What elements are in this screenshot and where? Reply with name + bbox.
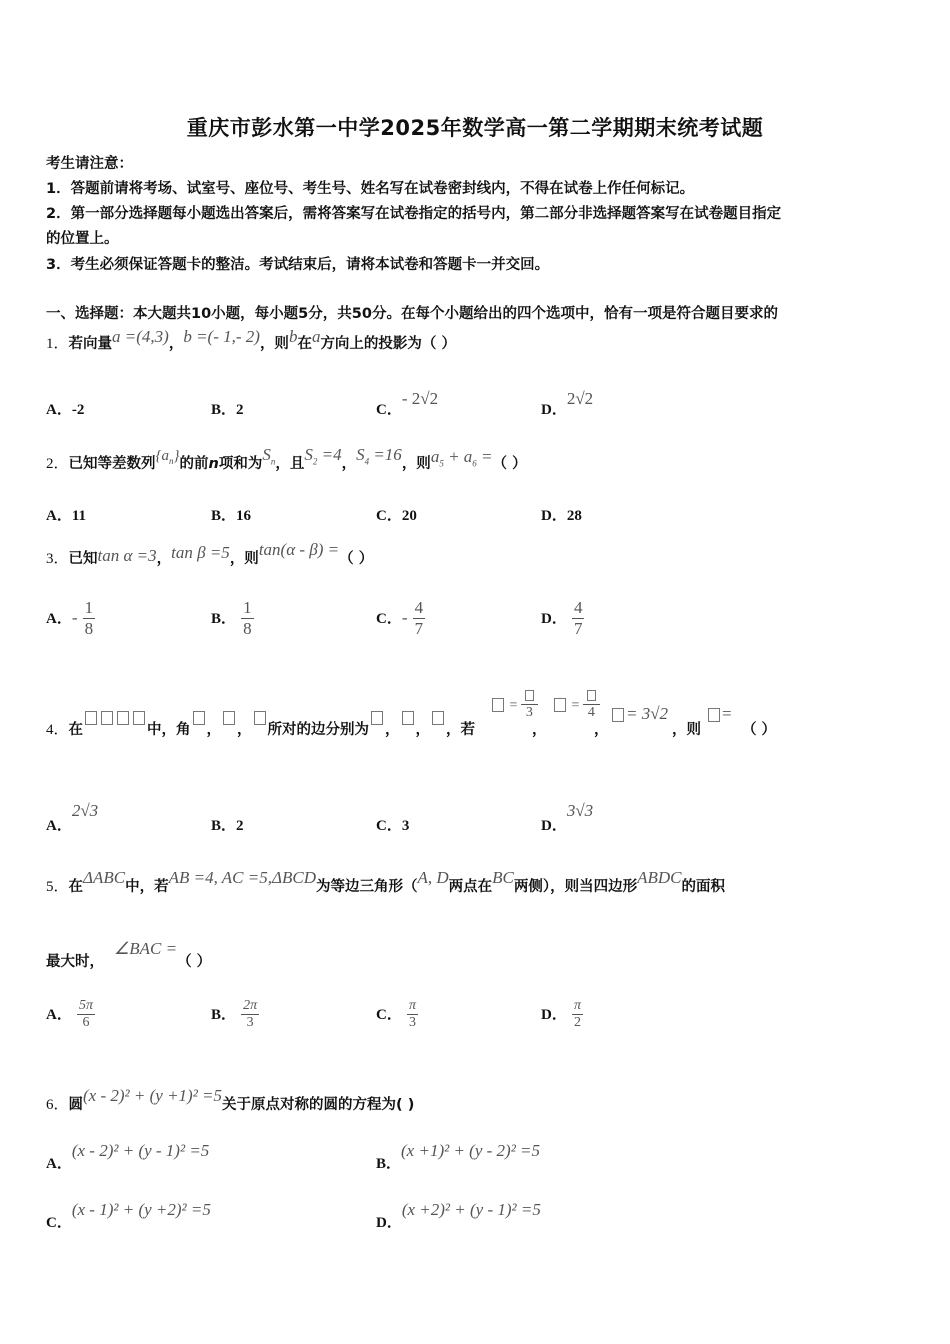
q6-option-c[interactable]: [46, 1199, 211, 1231]
q2-text: 已知等差数列: [68, 456, 156, 472]
q1-text: 若向量: [68, 336, 113, 352]
q4-text: 所对的边分别为: [267, 722, 370, 738]
page-title: 重庆市彭水第一中学2025年数学高一第二学期期末统考试题: [186, 116, 764, 140]
q4-option-c[interactable]: C．3: [376, 818, 410, 834]
q5-option-c-label: C．: [376, 1007, 402, 1023]
q3-option-a[interactable]: [46, 598, 95, 639]
q4-text: ，若: [446, 722, 476, 738]
q4-placeholder: [371, 711, 383, 725]
question-5: [46, 868, 726, 896]
q6-option-d-value: (x +2)² + (y - 1)² =5: [401, 1200, 541, 1219]
q1-symbol-a: a: [311, 327, 321, 346]
q5-text: 的面积: [681, 879, 726, 895]
q1-text: ，则: [259, 336, 289, 352]
q1-option-d-label: D．: [541, 402, 567, 418]
q2-sum: $S_n$: [262, 445, 276, 467]
q6-option-c-value: (x - 1)² + (y +2)² =5: [71, 1200, 211, 1219]
q4-option-d-value: 3√3: [566, 801, 594, 820]
q5-text: 两点在: [448, 879, 493, 895]
notice-line-1: 1．答题前请将考场、试室号、座位号、考生号、姓名写在试卷密封线内，不得在试卷上作任何标记。: [46, 181, 695, 197]
q2-text: ，且: [275, 456, 305, 472]
q1-option-b[interactable]: B．2: [211, 402, 244, 418]
q2-number: 2．: [46, 456, 69, 472]
question-2: [46, 445, 527, 474]
notice-line-2b: 的位置上。: [46, 231, 119, 247]
q5-sides: AB =4, AC =5,: [168, 868, 272, 887]
q4-text: ，则: [672, 722, 701, 738]
q3-option-a-sign: -: [71, 608, 78, 627]
q5-text: 两侧），则当四边形: [513, 879, 638, 895]
q2-n: n: [208, 456, 219, 472]
q6-text: 关于原点对称的圆的方程为( ): [222, 1097, 415, 1113]
q1-option-a[interactable]: A．-2: [46, 402, 85, 418]
q3-option-c-fraction: $\frac{4}{7}$: [414, 598, 424, 638]
q4-number: 4．: [46, 722, 69, 738]
section-heading: 一、选择题：本大题共10小题，每小题5分，共50分。在每个小题给出的四个选项中，恰有一项是符合题目要求的: [46, 306, 778, 322]
question-4: [46, 718, 475, 739]
notice-heading: 考生请注意：: [46, 156, 133, 172]
q4-angle-a: = 3: [490, 688, 538, 721]
q5-triangle-bcd: ΔBCD: [272, 868, 316, 887]
q6-option-d[interactable]: [376, 1199, 541, 1231]
q5-quadrilateral: ABDC: [637, 868, 682, 887]
q3-number: 3．: [46, 551, 69, 567]
q2-text: ，则: [401, 456, 431, 472]
q5-points: A, D: [417, 868, 449, 887]
q4-placeholder: [223, 711, 235, 725]
q4-placeholder: [193, 711, 205, 725]
question-1: [46, 327, 456, 353]
q5-triangle-abc: ΔABC: [83, 868, 126, 887]
q3-text: 已知: [68, 551, 98, 567]
q5-option-b[interactable]: [211, 998, 259, 1031]
q2-a5-a6: $a_5 + a_6$ =: [430, 447, 493, 469]
q3-text: （ ）: [339, 551, 374, 567]
q2-text: 项和为: [218, 456, 263, 472]
q3-text: ，则: [229, 551, 259, 567]
q5-option-d-label: D．: [541, 1007, 567, 1023]
q1-vector-b: b =(- 1,- 2): [183, 327, 260, 346]
q2-text: ，: [341, 456, 357, 472]
q4-text: ，: [206, 722, 222, 738]
q3-option-a-fraction: $\frac{1}{8}$: [84, 598, 94, 638]
q2-option-a[interactable]: A．11: [46, 508, 87, 524]
q6-option-b-value: (x +1)² + (y - 2)² =5: [401, 1141, 541, 1160]
q6-option-a[interactable]: [46, 1140, 210, 1172]
q4-angle-b: = 4: [552, 688, 600, 721]
q3-option-d[interactable]: [541, 598, 584, 639]
q6-number: 6．: [46, 1097, 69, 1113]
q5-number: 5．: [46, 879, 69, 895]
q5-segment-bc: BC: [492, 868, 514, 887]
q4-text: （ ）: [742, 722, 777, 738]
q2-s4: $S_4 =16$: [356, 445, 402, 467]
q2-sequence: $\{a_n\}$: [155, 448, 180, 466]
q5-option-d[interactable]: [541, 998, 583, 1031]
q4-placeholder: [254, 711, 266, 725]
q2-option-c[interactable]: C．20: [376, 508, 417, 524]
q1-text: 在: [297, 336, 312, 352]
q3-option-b-label: B．: [211, 611, 237, 627]
q4-text: ，: [237, 722, 252, 738]
q3-option-c-sign: -: [401, 608, 408, 627]
q4-option-a[interactable]: [46, 800, 99, 834]
q3-tan-alpha: tan α =3: [97, 546, 157, 565]
q5-text: 中，若: [125, 879, 169, 895]
q1-vector-a: a =(4,3): [112, 327, 169, 346]
q5-text: 最大时，: [46, 954, 104, 970]
q1-number: 1．: [46, 336, 69, 352]
q3-option-c[interactable]: [376, 598, 425, 639]
q6-option-c-label: C．: [46, 1215, 72, 1231]
q2-option-d[interactable]: D．28: [541, 508, 582, 524]
question-6: [46, 1086, 415, 1114]
q4-option-b[interactable]: B．2: [211, 818, 244, 834]
question-3: [46, 540, 374, 568]
q6-option-d-label: D．: [376, 1215, 402, 1231]
q5-text: 为等边三角形（: [315, 879, 418, 895]
q2-option-b[interactable]: B．16: [211, 508, 252, 524]
q6-option-a-value: (x - 2)² + (y - 1)² =5: [71, 1141, 210, 1160]
q2-text: 的前: [179, 456, 209, 472]
q3-option-c-label: C．: [376, 611, 402, 627]
q4-text: ，: [532, 722, 547, 738]
q5-option-a-label: A．: [46, 1007, 72, 1023]
q4-option-d-label: D．: [541, 818, 567, 834]
q3-option-d-fraction: $\frac{4}{7}$: [573, 598, 583, 638]
q1-option-c-label: C．: [376, 402, 402, 418]
q4-text: ，: [415, 722, 431, 738]
q4-option-a-value: 2√3: [71, 801, 99, 820]
q4-option-d[interactable]: [541, 800, 594, 834]
q5-option-d-fraction: $\frac{\pi}{2}$: [573, 998, 581, 1030]
q4-text: 中，角: [147, 722, 191, 738]
q2-text: （ ）: [492, 456, 527, 472]
q3-tan-beta: tan β =5: [171, 543, 230, 562]
q5-option-b-label: B．: [211, 1007, 237, 1023]
q3-text: ，: [156, 551, 172, 567]
q4-text: 在: [68, 722, 84, 738]
q4-placeholder: [402, 711, 414, 725]
q4-text: ，: [594, 722, 609, 738]
q5-text: 在: [68, 879, 84, 895]
notice-line-3: 3．考生必须保证答题卡的整洁。考试结束后，请将本试卷和答题卡一并交回。: [46, 257, 550, 273]
q4-unknown: =: [706, 704, 732, 724]
q6-option-a-label: A．: [46, 1156, 72, 1172]
q5-option-b-fraction: $\frac{2\pi}{3}$: [243, 998, 258, 1030]
q1-option-d[interactable]: [541, 388, 594, 418]
q1-text: ，: [168, 336, 184, 352]
q5-option-c[interactable]: [376, 998, 418, 1031]
q6-option-b[interactable]: [376, 1140, 541, 1172]
q6-option-b-label: B．: [376, 1156, 402, 1172]
q3-option-a-label: A．: [46, 611, 72, 627]
question-5-line-2: [46, 939, 212, 971]
q5-option-a-fraction: $\frac{5\pi}{6}$: [78, 998, 93, 1030]
q3-option-b[interactable]: [211, 598, 254, 639]
q2-s2: $S_2 =4$: [304, 445, 342, 467]
q3-tan-diff: tan(α - β) =: [258, 540, 340, 559]
q5-angle: ∠BAC =: [114, 939, 178, 958]
q4-option-a-label: A．: [46, 818, 72, 834]
q3-option-d-label: D．: [541, 611, 567, 627]
q4-side: = 3√2: [610, 704, 668, 724]
q1-option-c[interactable]: [376, 388, 439, 418]
q5-option-c-fraction: $\frac{\pi}{3}$: [408, 998, 416, 1030]
q6-circle-equation: (x - 2)² + (y +1)² =5: [83, 1086, 223, 1105]
q1-text: 方向上的投影为（ ）: [320, 336, 456, 352]
q1-option-d-value: 2√2: [566, 389, 594, 408]
q4-placeholder: [432, 711, 444, 725]
q4-text: ，: [385, 722, 400, 738]
q3-option-b-fraction: $\frac{1}{8}$: [243, 598, 252, 638]
q1-symbol-b: b: [288, 327, 298, 346]
q6-text: 圆: [68, 1097, 84, 1113]
q5-option-a[interactable]: [46, 998, 95, 1031]
notice-line-2: 2．第一部分选择题每小题选出答案后，需将答案写在试卷指定的括号内，第二部分非选择题答案写在试卷题目指定: [46, 206, 782, 222]
q4-triangle-placeholder: [83, 710, 147, 726]
q1-option-c-value: - 2√2: [401, 389, 439, 408]
q5-text: （ ）: [177, 954, 212, 970]
